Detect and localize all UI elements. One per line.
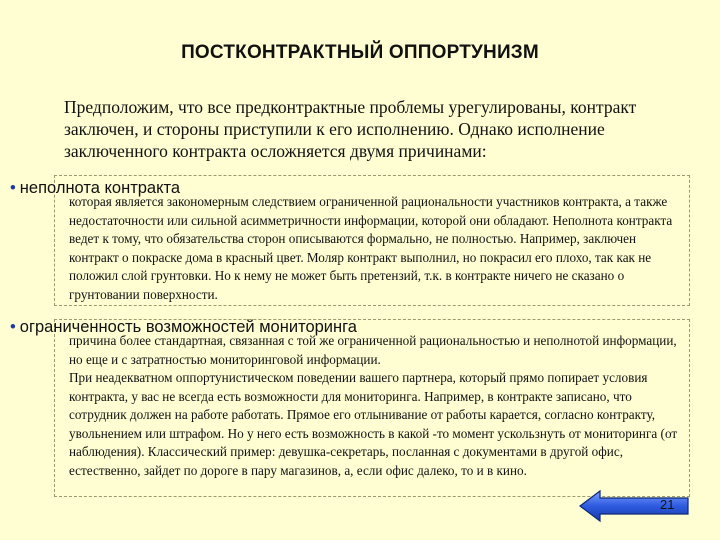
- bullet-text-2: [69, 332, 684, 480]
- bullet-icon: •: [10, 318, 16, 336]
- bullet-heading-1-text: неполнота контракта: [19, 179, 181, 197]
- bullet-text-2-part-2: При неадекватном оппортунистическом поведении вашего партнера, который прямо попирает условия контракта, у вас не всегда есть возможности для мониторинга. Например, в контракте записано, что сотрудник должен на работе работать. Прямое его отлынивание от работы карается, согласно контракту, увольнением или штрафом. Но у него есть возможность в какой -то момент ускользнуть от мониторинга (от наблюдения). Классический пример: девушка-секретарь, посланная с документами в другой офис, естественно, зайдет по дороге в пару магазинов, а, если офис далеко, то и в кино.: [69, 370, 678, 478]
- page-number: 21: [660, 497, 675, 512]
- slide-title: ПОСТКОНТРАКТНЫЙ ОППОРТУНИЗМ: [181, 42, 539, 63]
- bullet-text-2-part-1: причина более стандартная, связанная с той же ограниченной рациональностью и неполнотой информации, но еще и с затратностью мониторинговой информации.: [69, 333, 677, 367]
- intro-paragraph: Предположим, что все предконтрактные проблемы урегулированы, контракт заключен, и стороны приступили к его исполнению. Однако исполнение заключенного контракта осложняется двумя причинами:: [64, 97, 637, 161]
- bullet-heading-2-text: ограниченность возможностей мониторинга: [19, 318, 357, 336]
- bullet-text-1: которая является закономерным следствием ограниченной рациональности участников контракта, а также недостаточности или сильной асимметричности информации, которой они обладают. Неполнота контракта ведет к тому, что обязательства сторон описываются формально, не полностью. Например, заключен контракт о покраске дома в красный цвет. Моляр контракт выполнил, но покрасил его плохо, так как не положил слой грунтовки. Но к нему не может быть претензий, т.к. в контракте ничего не сказано о грунтовании поверхности.: [69, 194, 673, 302]
- bullet-icon: •: [10, 179, 16, 197]
